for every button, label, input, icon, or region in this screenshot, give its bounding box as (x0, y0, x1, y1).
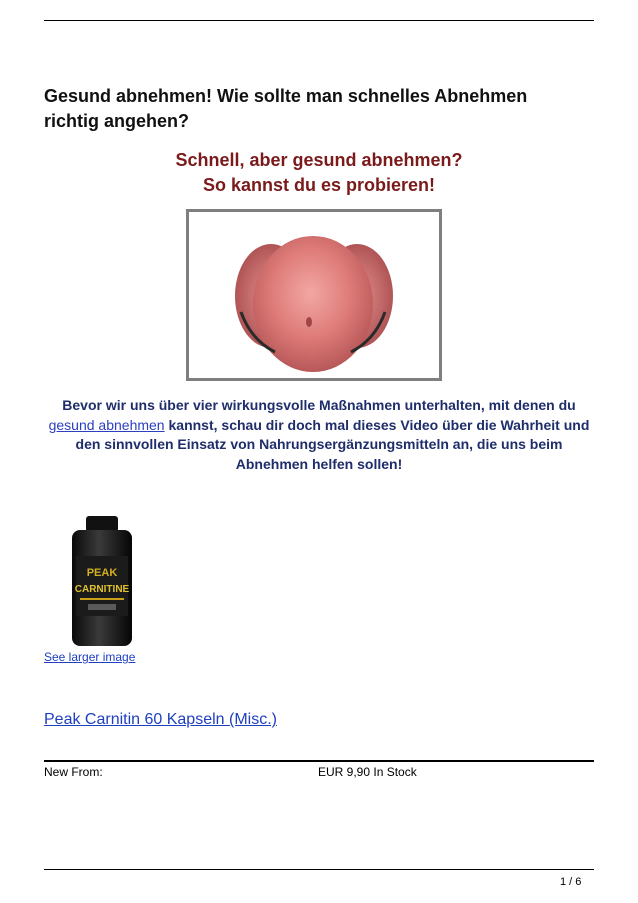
new-from-label: New From: (44, 765, 103, 779)
intro-paragraph (44, 396, 594, 474)
product-divider (44, 760, 594, 762)
page-title: Gesund abnehmen! Wie sollte man schnelles Abnehmen richtig angehen? (44, 86, 528, 131)
product-image[interactable] (62, 512, 142, 650)
page-number: 1 / 6 (560, 876, 582, 888)
product-label-peak: PEAK (86, 567, 118, 579)
intro-text-2: kannst, schau dir doch mal dieses Video über die Wahrheit und den sinnvollen Einsatz von Nahrungsergänzungsmitteln an, die uns beim Abnehmen helfen sollen! (75, 416, 590, 472)
belly-photo (186, 209, 442, 381)
gesund-abnehmen-link[interactable]: gesund abnehmen (48, 416, 165, 433)
intro-text-1: Bevor wir uns über vier wirkungsvolle Maßnahmen unterhalten, mit denen du (62, 397, 576, 413)
footer-rule (44, 869, 594, 870)
see-larger-image-link[interactable]: See larger image (44, 650, 136, 664)
price-stock: EUR 9,90 In Stock (318, 765, 417, 779)
carnitine-tub (62, 512, 142, 650)
product-label-carnitine: CARNITINE (74, 584, 130, 595)
subtitle (44, 148, 594, 198)
subtitle-line-1: Schnell, aber gesund abnehmen? (175, 150, 463, 170)
belly-illustration (189, 212, 439, 378)
header-rule (44, 20, 594, 21)
product-title-link[interactable]: Peak Carnitin 60 Kapseln (Misc.) (44, 711, 277, 728)
subtitle-line-2: So kannst du es probieren! (202, 175, 436, 195)
